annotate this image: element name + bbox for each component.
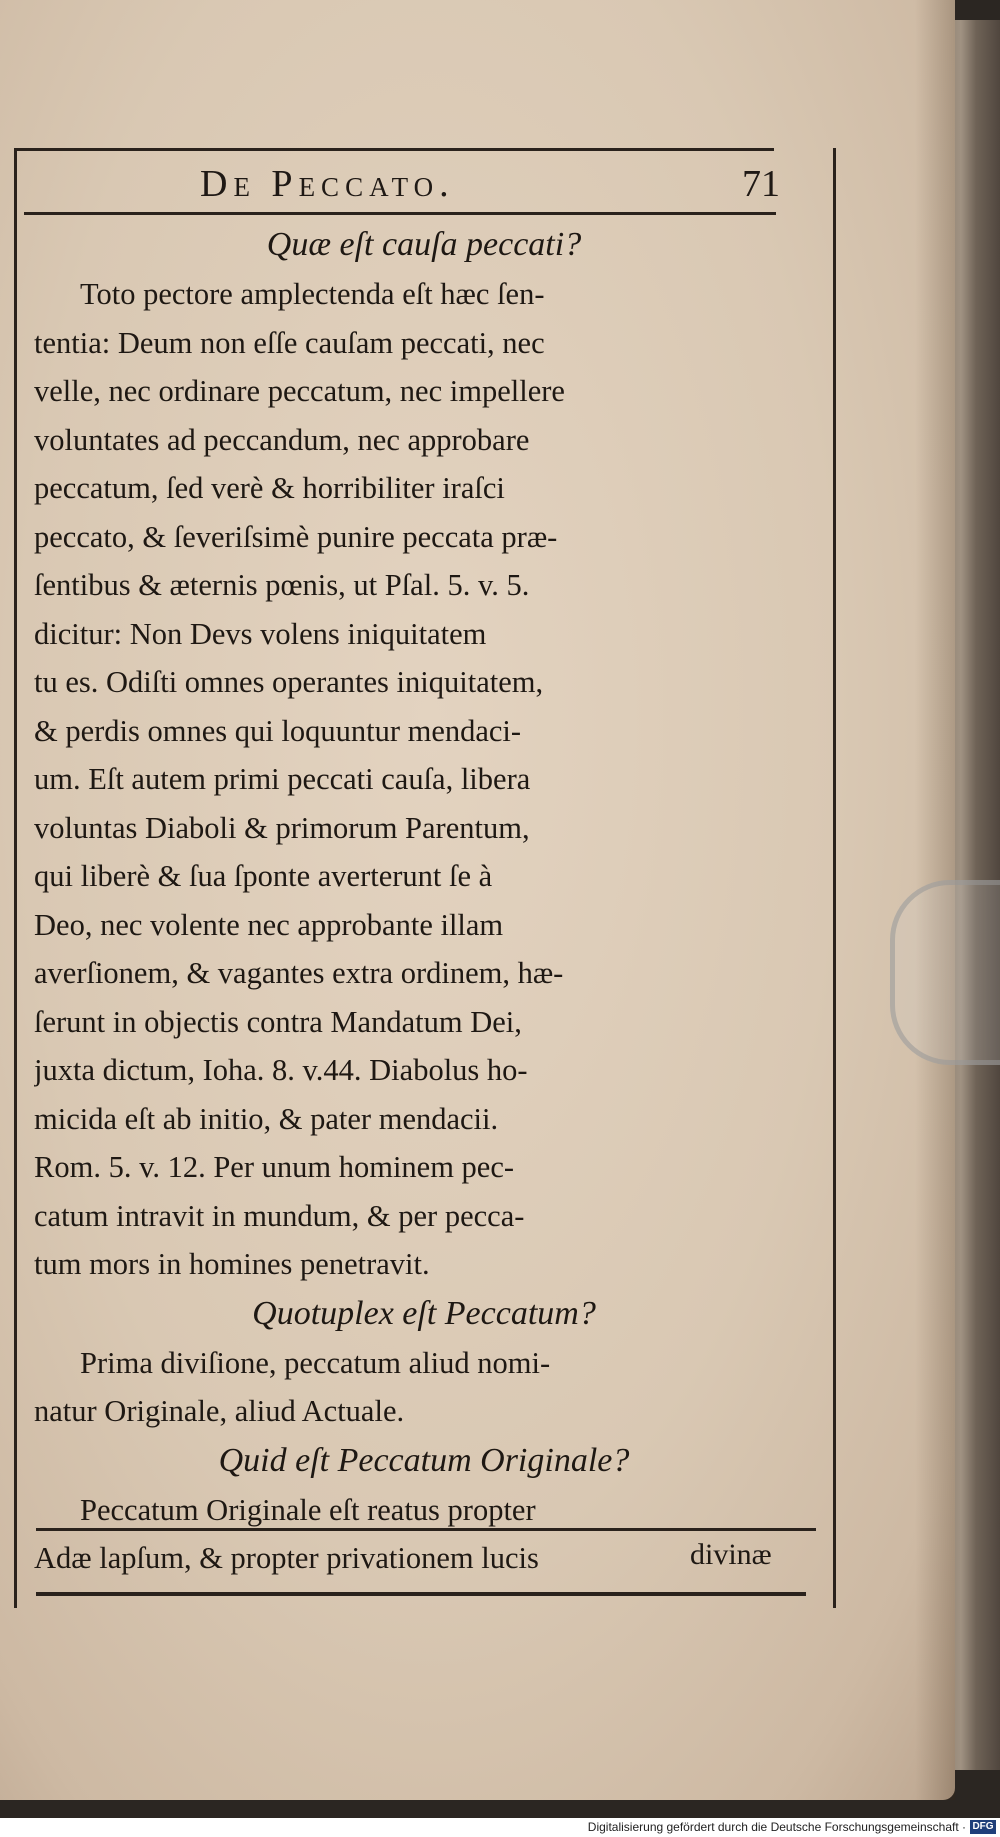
text-line: Toto pectore amplectenda eſt hæc ſen- [80, 277, 545, 311]
text-line: natur Originale, aliud Actuale. [34, 1394, 405, 1428]
text-line: & perdis omnes qui loquuntur mendaci- [34, 713, 522, 748]
main-text [34, 220, 814, 1583]
text-line: Rom. 5. v. 12. Per unum hominem pec- [34, 1150, 515, 1184]
section-cause-of-sin [34, 220, 814, 1289]
text-line: tentia: Deum non eſſe cauſam peccati, nec [34, 325, 545, 360]
section-heading: Quotuplex eſt Peccatum? [252, 1294, 596, 1332]
footer-rule [36, 1528, 816, 1531]
text-line: peccatum, ſed verè & horribiliter iraſci [34, 471, 505, 505]
section-heading: Quid eſt Peccatum Originale? [218, 1441, 630, 1479]
page-clip [890, 880, 1000, 1065]
bottom-rule [36, 1592, 806, 1596]
text-line: peccato, & ſeveriſsimè punire peccata præ- [34, 519, 558, 554]
text-line: dicitur: Non Devs volens iniquitatem [34, 616, 487, 651]
running-head-title: De Peccato. [200, 163, 455, 205]
text-line: catum intravit in mundum, & per pecca- [34, 1198, 525, 1233]
text-line: Peccatum Originale eſt reatus propter [80, 1492, 536, 1527]
running-head [0, 158, 830, 208]
text-line: Prima diviſione, peccatum aliud nomi- [80, 1345, 551, 1380]
head-rule [24, 212, 776, 215]
text-line: um. Eſt autem primi peccati cauſa, libera [34, 762, 531, 796]
text-line: Deo, nec volente nec approbante illam [34, 907, 504, 942]
page-number: 71 [742, 163, 780, 205]
text-line: voluntates ad peccandum, nec approbare [34, 422, 530, 457]
dfg-logo: DFG [970, 1820, 996, 1834]
text-line: ſerunt in objectis contra Mandatum Dei, [34, 1004, 522, 1039]
text-line: averſionem, & vagantes extra ordinem, hæ- [34, 956, 564, 990]
text-line: tu es. Odiſti omnes operantes iniquitatem, [34, 665, 544, 699]
section-kinds-of-sin [34, 1289, 814, 1436]
text-line: juxta dictum, Ioha. 8. v.44. Diabolus ho- [34, 1053, 528, 1087]
text-line: velle, nec ordinare peccatum, nec impellere [34, 374, 565, 408]
text-line: tum mors in homines penetravit. [34, 1247, 430, 1281]
catchword: divinæ [690, 1538, 772, 1571]
funding-credit: Digitalisierung gefördert durch die Deutsche Forschungsgemeinschaft · [587, 1820, 966, 1834]
section-heading: Quæ eſt cauſa peccati? [266, 226, 582, 263]
text-line: ſentibus & æternis pœnis, ut Pſal. 5. v. 5. [34, 568, 530, 602]
text-line: micida eſt ab initio, & pater mendacii. [34, 1101, 499, 1136]
text-line: voluntas Diaboli & primorum Parentum, [34, 810, 530, 845]
text-line: Adæ lapſum, & propter privationem lucis [34, 1541, 539, 1575]
text-line: qui liberè & ſua ſponte averterunt ſe à [34, 859, 493, 893]
